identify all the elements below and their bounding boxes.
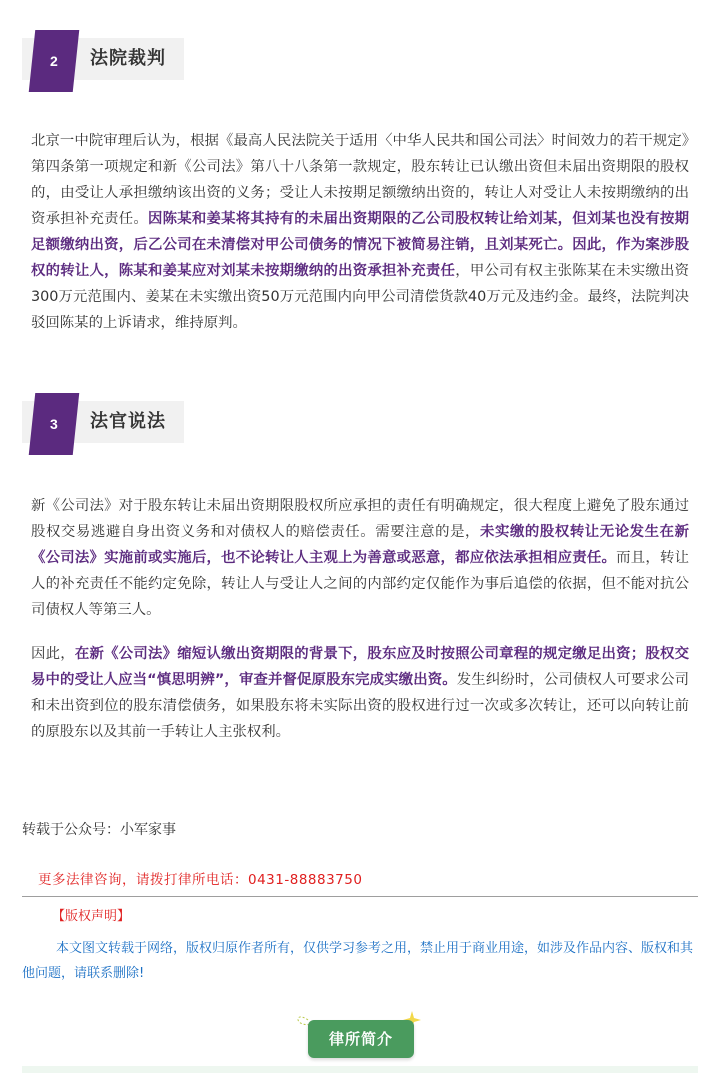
section-header-court-ruling <box>22 30 184 92</box>
divider <box>22 896 698 897</box>
section-header-judge-comment <box>22 393 184 455</box>
section-number-badge: 2 <box>29 30 80 92</box>
source-attribution: 转载于公众号：小军家事 <box>22 822 176 838</box>
highlighted-text: 在新《公司法》缩短认缴出资期限的背景下，股东应及时按照公司章程的规定缴足出资；股权交易中的受让人应当“慎思明辨”，审查并督促原股东完成实缴出资。 <box>31 646 689 688</box>
section-number-badge: 3 <box>29 393 80 455</box>
highlighted-text: 未实缴的股权转让无论发生在新《公司法》实施前或实施后，也不论转让人主观上为善意或恶意，都应依法承担相应责任。 <box>31 524 689 566</box>
copyright-title: 【版权声明】 <box>52 909 131 924</box>
section-title: 法院裁判 <box>90 48 166 69</box>
copyright-notice: 本文图文转载于网络，版权归原作者所有，仅供学习参考之用，禁止用于商业用途，如涉及作品内容、版权和其他问题，请联系删除! <box>22 941 694 981</box>
bottom-band <box>22 1066 698 1073</box>
section-title: 法官说法 <box>90 411 166 432</box>
firm-intro-button[interactable]: 律所简介 <box>308 1020 414 1058</box>
highlighted-text: 因陈某和姜某将其持有的未届出资期限的乙公司股权转让给刘某，但刘某也没有按期足额缴纳出资，后乙公司在未清偿对甲公司债务的情况下被简易注销，且刘某死亡。因此，作为案涉股权的转让人，陈某和姜某应对刘某未按期缴纳的出资承担补充责任 <box>31 211 689 279</box>
court-ruling-paragraph: 北京一中院审理后认为，根据《最高人民法院关于适用〈中华人民共和国公司法〉时间效力的若干规定》第四条第一项规定和新《公司法》第八十八条第一款规定，股东转让已认缴出资但未届出资期限的股权的，由受让人承担缴纳该出资的义务；受让人未按期足额缴纳出资的，转让人对受让人未按期缴纳的出资承担补充责任。因陈某和姜某将其持有的未届出资期限的乙公司股权转让给刘某，但刘某也没有按期足额缴纳出资，后乙公司在未清偿对甲公司债务的情况下被简易注销，且刘某死亡。因此，作为案涉股权的转让人，陈某和姜某应对刘某未按期缴纳的出资承担补充责任，甲公司有权主张陈某在未实缴出资300万元范围内、姜某在未实缴出资50万元范围内向甲公司清偿货款40万元及违约金。最终，法院判决驳回陈某的上诉请求，维持原判。 <box>31 133 689 331</box>
judge-comment-paragraph-2: 因此，在新《公司法》缩短认缴出资期限的背景下，股东应及时按照公司章程的规定缴足出资；股权交易中的受让人应当“慎思明辨”，审查并督促原股东完成实缴出资。发生纠纷时，公司债权人可要求公司和未出资到位的股东清偿债务，如果股东将未实际出资的股权进行过一次或多次转让，还可以向转让前的原股东以及其前一手转让人主张权利。 <box>31 646 689 740</box>
judge-comment-paragraph-1: 新《公司法》对于股东转让未届出资期限股权所应承担的责任有明确规定，很大程度上避免了股东通过股权交易逃避自身出资义务和对债权人的赔偿责任。需要注意的是，未实缴的股权转让无论发生在新《公司法》实施前或实施后，也不论转让人主观上为善意或恶意，都应依法承担相应责任。而且，转让人的补充责任不能约定免除，转让人与受让人之间的内部约定仅能作为事后追偿的依据，但不能对抗公司债权人等第三人。 <box>31 498 689 618</box>
consultation-phone[interactable]: 更多法律咨询，请拨打律所电话：0431-88883750 <box>38 872 363 888</box>
